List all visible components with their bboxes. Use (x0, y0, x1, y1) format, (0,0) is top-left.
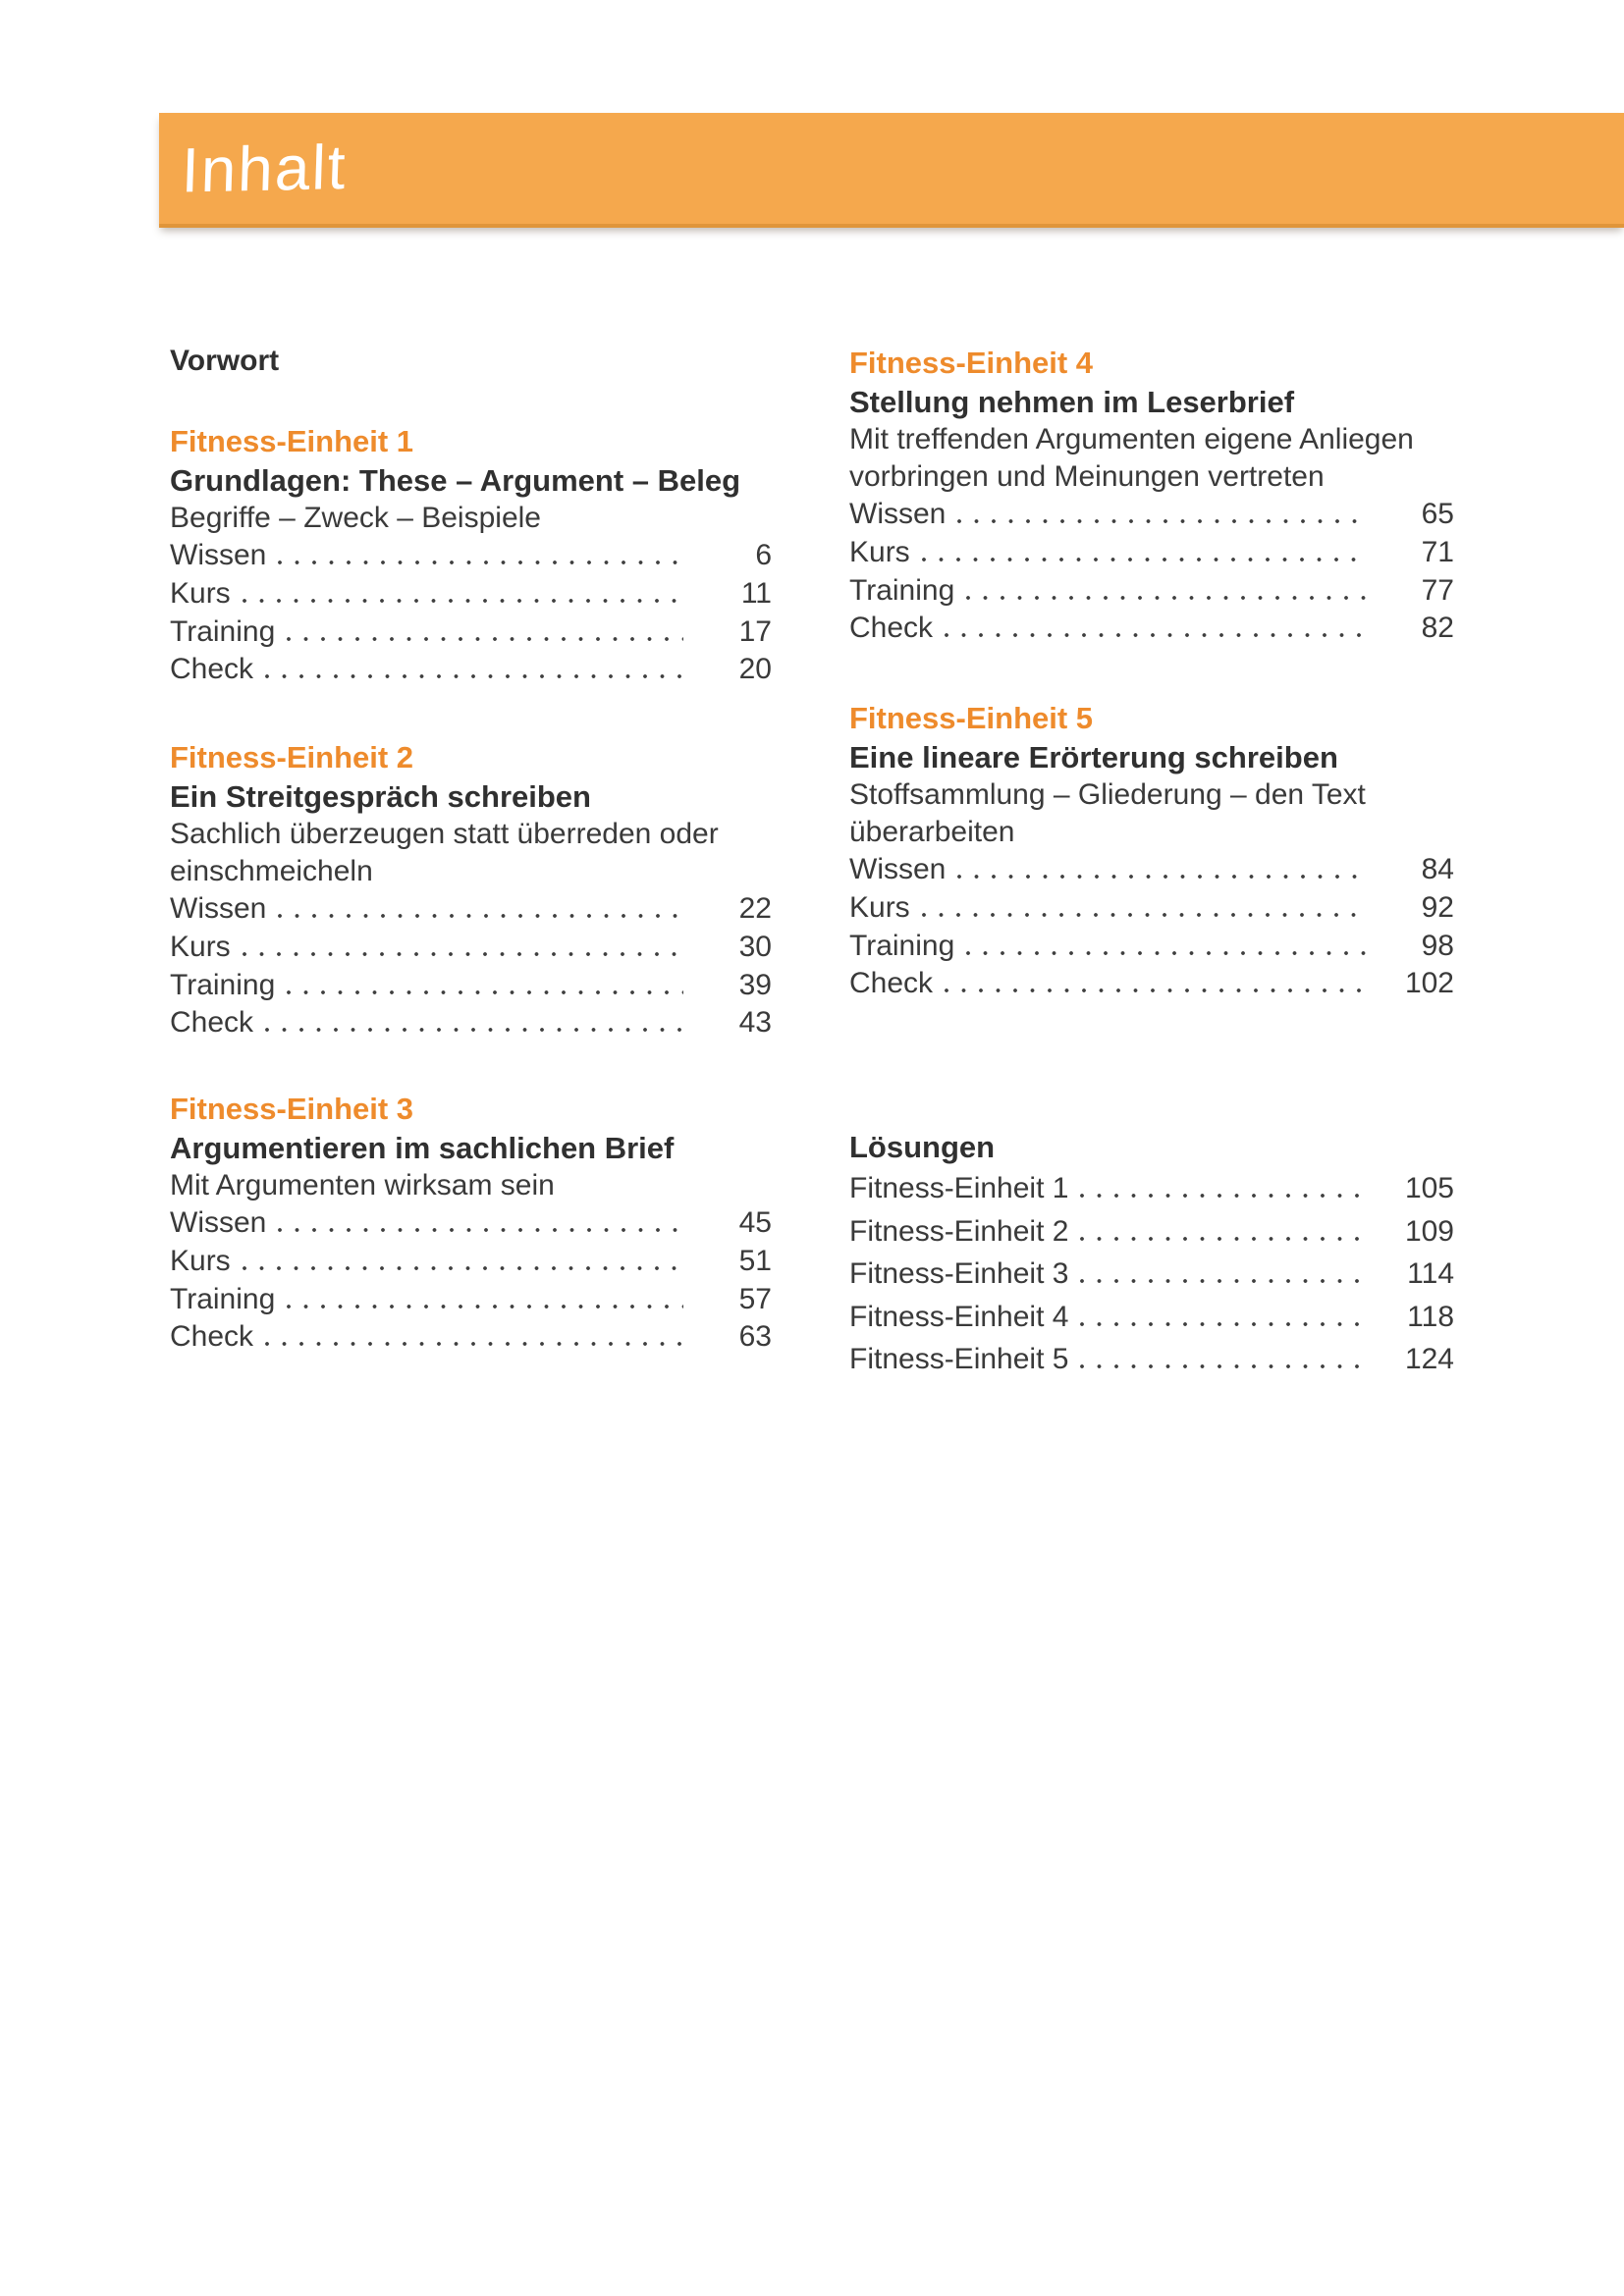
section-subtitle: Begriffe – Zweck – Beispiele (170, 502, 541, 534)
dot-leader (1080, 1237, 1366, 1241)
dot-leader (278, 1228, 683, 1232)
toc-entry-page: 102 (1404, 967, 1454, 1000)
toc-entry-label: Fitness-Einheit 5 (849, 1343, 1069, 1376)
toc-entry-row (170, 537, 772, 575)
section-fitness-einheit-3 (170, 1090, 772, 1357)
page-title: Inhalt (180, 131, 349, 206)
dot-leader (265, 1028, 683, 1032)
section-fitness-einheit-4 (849, 344, 1454, 648)
toc-entry-label: Training (170, 968, 276, 1001)
toc-entry-page: 51 (738, 1244, 772, 1277)
dot-leader (287, 990, 683, 994)
toc-entry-row (849, 610, 1454, 648)
section-subtitle: überarbeiten (849, 816, 1015, 848)
section-subtitle: einschmeicheln (170, 855, 373, 887)
toc-entry-row (170, 1204, 772, 1243)
section-title: Eine lineare Erörterung schreiben (849, 740, 1338, 774)
toc-entry-page: 114 (1407, 1257, 1454, 1291)
toc-entry-row (170, 890, 772, 929)
toc-entry-label: Check (170, 1320, 254, 1354)
toc-entry-label: Kurs (170, 930, 231, 963)
toc-entry-row (849, 534, 1454, 572)
toc-entry-page: 71 (1421, 535, 1454, 568)
toc-entry-label: Training (849, 573, 955, 607)
dot-leader (243, 952, 683, 956)
toc-entry-page: 45 (738, 1206, 772, 1239)
toc-entry-page: 39 (738, 968, 772, 1001)
section-heading: Fitness-Einheit 2 (170, 740, 414, 774)
toc-entry-row (170, 1318, 772, 1357)
dot-leader (287, 1305, 683, 1308)
section-heading: Fitness-Einheit 1 (170, 424, 414, 458)
section-fitness-einheit-1 (170, 422, 772, 689)
header-bar (159, 113, 1624, 228)
toc-entry-label: Wissen (849, 498, 947, 530)
section-entries (170, 537, 772, 689)
toc-entry-row (849, 496, 1454, 534)
toc-entry-page: 109 (1404, 1214, 1454, 1248)
dot-leader (966, 951, 1366, 955)
dot-leader (265, 1342, 683, 1346)
dot-leader (278, 561, 683, 564)
toc-entry-row (849, 1167, 1454, 1210)
dot-leader (922, 558, 1366, 561)
toc-entry-label: Check (170, 653, 254, 686)
toc-entry-page: 98 (1421, 929, 1454, 962)
toc-entry-row (170, 651, 772, 689)
toc-entry-page: 20 (738, 653, 772, 686)
toc-entry-row (170, 967, 772, 1005)
toc-entry-page: 30 (738, 930, 772, 963)
dot-leader (1080, 1364, 1366, 1368)
section-entries (849, 851, 1454, 1003)
toc-entry-row (849, 1210, 1454, 1254)
section-fitness-einheit-5 (849, 699, 1454, 1003)
section-subtitle: Mit treffenden Argumenten eigene Anliegen (849, 423, 1414, 455)
dot-leader (922, 913, 1366, 917)
toc-entry-label: Kurs (849, 535, 910, 568)
dot-leader (278, 914, 683, 918)
toc-entry-page: 11 (740, 576, 772, 610)
toc-entry-label: Fitness-Einheit 4 (849, 1300, 1069, 1333)
section-heading: Fitness-Einheit 5 (849, 701, 1094, 735)
section-title: Grundlagen: These – Argument – Beleg (170, 463, 741, 498)
toc-entry-page: 124 (1404, 1343, 1454, 1376)
toc-entry-label: Wissen (170, 1206, 267, 1239)
toc-entry-label: Kurs (849, 890, 910, 924)
section-title: Stellung nehmen im Leserbrief (849, 385, 1295, 419)
toc-entry-row (170, 614, 772, 652)
section-heading: Fitness-Einheit 3 (170, 1092, 414, 1126)
toc-entry-label: Fitness-Einheit 2 (849, 1214, 1069, 1248)
section-title: Argumentieren im sachlichen Brief (170, 1131, 675, 1165)
toc-entry-page: 82 (1421, 612, 1454, 645)
dot-leader (1080, 1279, 1366, 1283)
toc-entry-row (849, 851, 1454, 889)
toc-entry-page: 92 (1421, 890, 1454, 924)
dot-leader (265, 674, 683, 678)
dot-leader (945, 633, 1366, 637)
toc-entry-row (849, 572, 1454, 611)
toc-entry-label: Check (849, 612, 934, 645)
section-subtitle: Stoffsammlung – Gliederung – den Text (849, 778, 1366, 811)
dot-leader (957, 519, 1366, 523)
toc-entry-page: 57 (738, 1282, 772, 1315)
toc-entry-row (849, 1253, 1454, 1296)
section-loesungen (849, 1128, 1454, 1381)
section-entries (170, 890, 772, 1042)
dot-leader (243, 599, 683, 603)
section-subtitle: vorbringen und Meinungen vertreten (849, 460, 1325, 493)
vorwort-label: Vorwort (170, 345, 280, 377)
toc-entry-row (849, 889, 1454, 928)
toc-entry-label: Wissen (170, 539, 267, 571)
toc-entry-page: 6 (755, 539, 772, 571)
toc-entry-page: 77 (1421, 573, 1454, 607)
dot-leader (287, 637, 683, 641)
section-entries (170, 1204, 772, 1357)
toc-entry-row (170, 1004, 772, 1042)
section-subtitle: Sachlich überzeugen statt überreden oder (170, 818, 719, 850)
toc-entry-row (170, 929, 772, 967)
toc-entry-label: Training (170, 614, 276, 648)
dot-leader (243, 1266, 683, 1270)
toc-entry-label: Kurs (170, 1244, 231, 1277)
solutions-heading: Lösungen (849, 1130, 996, 1164)
toc-entry-label: Fitness-Einheit 1 (849, 1172, 1069, 1204)
dot-leader (1080, 1322, 1366, 1326)
toc-entry-row (849, 1338, 1454, 1381)
toc-entry-page: 63 (738, 1320, 772, 1354)
toc-entry-label: Fitness-Einheit 3 (849, 1257, 1069, 1291)
section-heading: Fitness-Einheit 4 (849, 346, 1094, 380)
toc-entry-row (849, 965, 1454, 1003)
toc-entry-page: 105 (1404, 1172, 1454, 1204)
toc-entry-page: 84 (1421, 853, 1454, 885)
toc-entry-label: Check (170, 1006, 254, 1040)
toc-entry-row (170, 1281, 772, 1319)
toc-entry-label: Kurs (170, 576, 231, 610)
toc-entry-label: Check (849, 967, 934, 1000)
toc-entry-row (170, 575, 772, 614)
dot-leader (957, 875, 1366, 879)
toc-entry-page: 17 (738, 614, 772, 648)
toc-entry-label: Training (170, 1282, 276, 1315)
section-title: Ein Streitgespräch schreiben (170, 779, 591, 814)
toc-entry-page: 22 (738, 892, 772, 925)
section-subtitle: Mit Argumenten wirksam sein (170, 1169, 555, 1201)
toc-entry-label: Training (849, 929, 955, 962)
section-entries (849, 496, 1454, 648)
toc-entry-row (849, 928, 1454, 966)
toc-entry-row (170, 1243, 772, 1281)
toc-entry-row (849, 1296, 1454, 1339)
toc-entry-page: 65 (1421, 498, 1454, 530)
dot-leader (945, 988, 1366, 992)
solutions-entries (849, 1167, 1454, 1381)
toc-entry-page: 43 (738, 1006, 772, 1040)
dot-leader (1080, 1194, 1366, 1198)
toc-entry-label: Wissen (170, 892, 267, 925)
section-fitness-einheit-2 (170, 738, 772, 1042)
dot-leader (966, 596, 1366, 600)
toc-entry-label: Wissen (849, 853, 947, 885)
toc-entry-page: 118 (1407, 1300, 1454, 1333)
